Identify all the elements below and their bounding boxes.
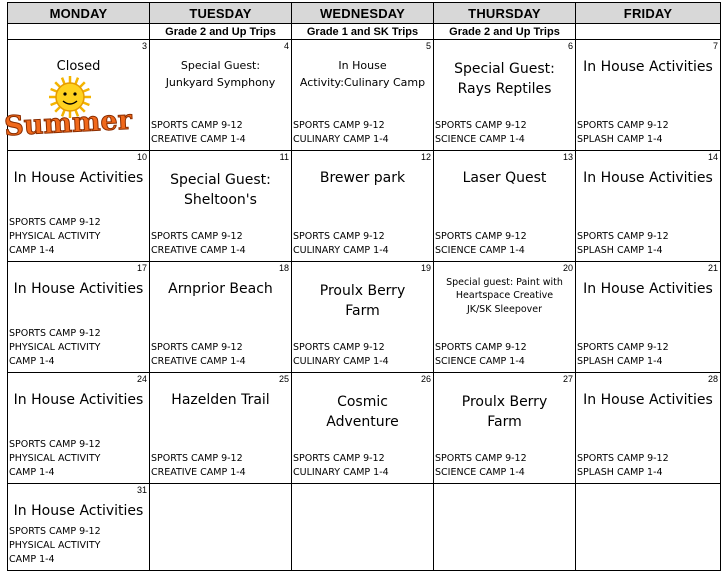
date-number: 12 [420,152,431,162]
day-cell-tuesday [150,40,292,151]
camp-schedule: SPORTS CAMP 9-12 CULINARY CAMP 1-4 [293,453,389,478]
header-thursday: THURSDAY [434,3,576,24]
camp-schedule: SPORTS CAMP 9-12 SPLASH CAMP 1-4 [577,120,669,145]
date-number: 18 [278,263,289,273]
trip-label-tuesday: Grade 2 and Up Trips [150,24,292,40]
event-title: Special Guest: Junkyard Symphony [165,59,276,90]
date-number: 17 [136,263,147,273]
camp-schedule: SPORTS CAMP 9-12 PHYSICAL ACTIVITY CAMP 1-4 [9,439,101,478]
event-title: Special Guest: Sheltoon's [170,172,271,209]
camp-schedule: SPORTS CAMP 9-12 SCIENCE CAMP 1-4 [435,120,527,145]
event-title: In House Activities [583,392,713,408]
header-tuesday: TUESDAY [150,3,292,24]
event-title: Proulx Berry Farm [319,283,406,320]
day-cell-tuesday [150,151,292,262]
camp-schedule: SPORTS CAMP 9-12 SCIENCE CAMP 1-4 [435,231,527,256]
day-cell-friday [576,373,721,484]
day-cell-thursday [434,262,576,373]
event-title: Arnprior Beach [168,281,273,297]
date-number: 24 [136,374,147,384]
day-cell-thursday [434,40,576,151]
date-number: 7 [712,41,718,51]
day-cell-wednesday [292,373,434,484]
event-title: In House Activities [13,281,144,297]
day-cell-thursday [434,373,576,484]
date-number: 6 [567,41,573,51]
day-cell-thursday [434,151,576,262]
day-cell-wednesday [292,151,434,262]
event-title: In House Activities [13,170,144,186]
camp-schedule: SPORTS CAMP 9-12 CREATIVE CAMP 1-4 [151,342,246,367]
event-title: In House Activity:Culinary Camp [299,59,426,90]
day-cell-friday [576,262,721,373]
day-cell-thursday [434,484,576,571]
camp-schedule: SPORTS CAMP 9-12 PHYSICAL ACTIVITY CAMP 1-4 [9,526,101,565]
trip-label-thursday: Grade 2 and Up Trips [434,24,576,40]
date-number: 3 [141,41,147,51]
event-title: In House Activities [13,503,144,519]
event-title: Brewer park [319,170,406,186]
day-cell-wednesday [292,484,434,571]
day-cell-friday [576,40,721,151]
day-cell-tuesday [150,373,292,484]
event-title: Laser Quest [462,170,547,186]
date-number: 28 [707,374,718,384]
weekday-header-row [8,3,721,24]
header-monday: MONDAY [8,3,150,24]
event-title: In House Activities [583,59,713,75]
week-row [8,373,721,484]
date-number: 11 [279,152,289,162]
day-cell-friday [576,151,721,262]
camp-schedule: SPORTS CAMP 9-12 SCIENCE CAMP 1-4 [435,453,527,478]
day-cell-friday [576,484,721,571]
camp-schedule: SPORTS CAMP 9-12 CREATIVE CAMP 1-4 [151,231,246,256]
day-cell-tuesday [150,262,292,373]
header-wednesday: WEDNESDAY [292,3,434,24]
day-cell-monday [8,373,150,484]
summer-logo-text: Summer [3,104,133,143]
camp-schedule: SPORTS CAMP 9-12 SPLASH CAMP 1-4 [577,231,669,256]
camp-schedule: SPORTS CAMP 9-12 PHYSICAL ACTIVITY CAMP 1-4 [9,328,101,367]
day-cell-wednesday [292,262,434,373]
week-row [8,40,721,151]
camp-schedule: SPORTS CAMP 9-12 CULINARY CAMP 1-4 [293,231,389,256]
day-cell-wednesday [292,40,434,151]
trips-row [8,24,721,40]
camp-schedule: SPORTS CAMP 9-12 SPLASH CAMP 1-4 [577,342,669,367]
date-number: 19 [420,263,431,273]
event-title: In House Activities [13,392,144,408]
date-number: 21 [707,263,718,273]
event-title: In House Activities [583,281,713,297]
day-cell-monday [8,484,150,571]
camp-schedule: SPORTS CAMP 9-12 SPLASH CAMP 1-4 [577,453,669,478]
trip-label-monday [8,24,150,40]
date-number: 14 [707,152,718,162]
week-row [8,484,721,571]
day-cell-monday [8,151,150,262]
event-title: In House Activities [583,170,713,186]
camp-schedule: SPORTS CAMP 9-12 PHYSICAL ACTIVITY CAMP 1-4 [9,217,101,256]
trip-label-wednesday: Grade 1 and SK Trips [292,24,434,40]
date-number: 4 [283,41,289,51]
date-number: 10 [136,152,147,162]
event-title: Closed [56,59,101,74]
date-number: 5 [425,41,431,51]
day-cell-monday [8,262,150,373]
day-cell-monday [3,40,150,151]
event-title: Hazelden Trail [171,392,270,408]
date-number: 13 [562,152,573,162]
date-number: 20 [562,263,573,273]
date-number: 31 [136,485,147,495]
week-row [8,151,721,262]
camp-schedule: SPORTS CAMP 9-12 CULINARY CAMP 1-4 [293,120,389,145]
trip-label-friday [576,24,721,40]
camp-schedule: SPORTS CAMP 9-12 CREATIVE CAMP 1-4 [151,120,246,145]
camp-schedule: SPORTS CAMP 9-12 CULINARY CAMP 1-4 [293,342,389,367]
event-title: Cosmic Adventure [326,394,399,431]
date-number: 26 [420,374,431,384]
summer-sun-clipart [3,77,133,143]
camp-schedule: SPORTS CAMP 9-12 CREATIVE CAMP 1-4 [151,453,246,478]
camp-schedule: SPORTS CAMP 9-12 SCIENCE CAMP 1-4 [435,342,527,367]
date-number: 25 [278,374,289,384]
week-row [8,262,721,373]
day-cell-tuesday [150,484,292,571]
event-title: Special Guest: Rays Reptiles [454,61,555,98]
date-number: 27 [562,374,573,384]
event-title: Proulx Berry Farm [461,394,548,431]
header-friday: FRIDAY [576,3,721,24]
event-title: Special guest: Paint with Heartspace Creative JK/SK Sleepover [446,277,563,315]
calendar-table [3,2,721,571]
